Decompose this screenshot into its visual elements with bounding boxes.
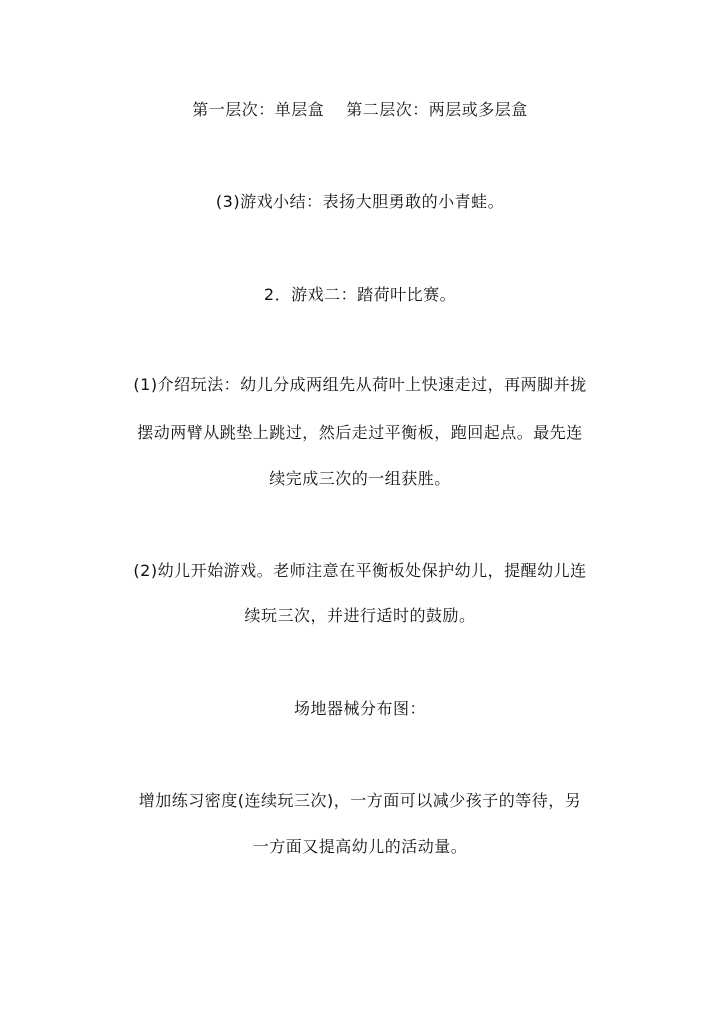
game-two-heading: 2．游戏二：踏荷叶比赛。 <box>263 285 457 304</box>
game-summary-line: (3)游戏小结：表扬大胆勇敢的小青蛙。 <box>215 192 505 211</box>
rules-paragraph-line: (1)介绍玩法：幼儿分成两组先从荷叶上快速走过，再两脚并拢 <box>133 375 587 394</box>
start-paragraph-line: 续玩三次，并进行适时的鼓励。 <box>244 606 476 625</box>
rules-paragraph-line: 续完成三次的一组获胜。 <box>269 469 451 488</box>
practice-paragraph-line: 一方面又提高幼儿的活动量。 <box>252 837 468 856</box>
levels-line: 第一层次：单层盒 第二层次：两层或多层盒 <box>192 100 528 119</box>
field-layout-label: 场地器械分布图： <box>293 699 426 718</box>
rules-paragraph-line: 摆动两臂从跳垫上跳过，然后走过平衡板，跑回起点。最先连 <box>137 423 583 442</box>
practice-paragraph-line: 增加练习密度(连续玩三次)，一方面可以减少孩子的等待，另 <box>138 791 582 810</box>
start-paragraph-line: (2)幼儿开始游戏。老师注意在平衡板处保护幼儿，提醒幼儿连 <box>133 561 587 580</box>
